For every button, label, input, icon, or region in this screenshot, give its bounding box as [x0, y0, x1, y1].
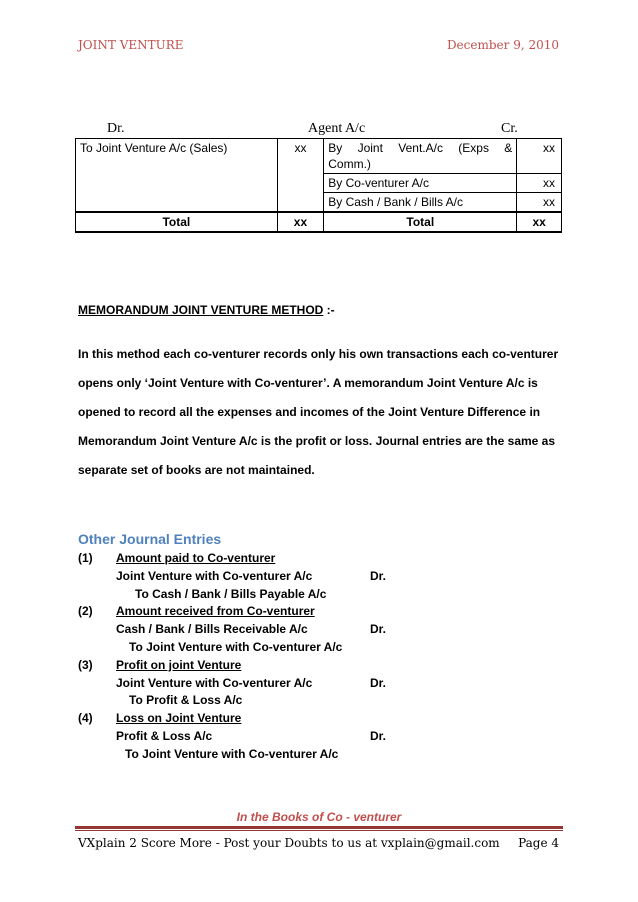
account-dr-label: Dr. [107, 121, 125, 136]
total-amount-left: xx [277, 212, 324, 232]
credit-amount: xx [517, 174, 562, 193]
entry-credit: To Joint Venture with Co-venturer A/c [129, 640, 343, 654]
entry-debit: Joint Venture with Co-venturer A/c [116, 676, 313, 690]
entry-number: (2) [78, 604, 93, 618]
total-label-left: Total [76, 212, 278, 232]
entry-title: Loss on Joint Venture [116, 711, 242, 725]
total-amount-right: xx [517, 212, 562, 232]
footer-text: VXplain 2 Score More - Post your Doubts to us at vxplain@gmail.com [78, 836, 500, 850]
entry-dr: Dr. [370, 622, 387, 636]
account-title: Agent A/c [308, 121, 366, 136]
credit-particulars [324, 139, 517, 174]
memo-line: In this method each co-venturer records only his own transactions each co-venturer [78, 347, 559, 361]
page-number: Page 4 [518, 836, 559, 850]
total-label-right: Total [324, 212, 517, 232]
table-row-total [76, 212, 562, 232]
debit-particulars: To Joint Venture A/c (Sales) [76, 139, 278, 174]
credit-particulars-cont: Comm.) [328, 157, 371, 171]
credit-amount: xx [517, 139, 562, 174]
header-date: December 9, 2010 [446, 38, 559, 52]
credit-particulars: By Co-venturer A/c [324, 174, 517, 193]
credit-word: Joint [357, 141, 383, 155]
entry-number: (4) [78, 711, 93, 725]
credit-word: Vent.A/c [398, 141, 443, 155]
entry-credit: To Profit & Loss A/c [129, 693, 243, 707]
account-cr-label: Cr. [501, 121, 518, 136]
entry-title: Amount received from Co-venturer [116, 604, 315, 618]
table-row [76, 139, 562, 174]
entry-title: Amount paid to Co-venturer [116, 551, 276, 565]
entry-credit: To Cash / Bank / Bills Payable A/c [135, 587, 327, 601]
header-title: JOINT VENTURE [78, 38, 184, 52]
credit-amount: xx [517, 193, 562, 213]
entry-number: (1) [78, 551, 93, 565]
credit-word: By [328, 141, 343, 155]
credit-word: (Exps [458, 141, 489, 155]
other-entries-title: Other Journal Entries [78, 531, 222, 547]
entry-credit: To Joint Venture with Co-venturer A/c [125, 747, 339, 761]
memo-line: Memorandum Joint Venture A/c is the profit or loss. Journal entries are the same as [78, 434, 556, 448]
memo-heading [78, 303, 335, 317]
entry-dr: Dr. [370, 729, 387, 743]
agent-account-table [75, 138, 562, 233]
footer-divider [75, 826, 563, 829]
memo-line: separate set of books are not maintained. [78, 463, 315, 477]
entry-dr: Dr. [370, 676, 387, 690]
next-section-title: In the Books of Co - venturer [236, 810, 402, 824]
table-row [76, 193, 562, 213]
credit-word: & [504, 141, 513, 155]
debit-amount: xx [277, 139, 324, 174]
entry-debit: Cash / Bank / Bills Receivable A/c [116, 622, 308, 636]
entry-debit: Profit & Loss A/c [116, 729, 213, 743]
entry-number: (3) [78, 658, 93, 672]
memo-heading-text: MEMORANDUM JOINT VENTURE METHOD [78, 303, 324, 317]
memo-line: opened to record all the expenses and incomes of the Joint Venture Difference in [78, 405, 541, 419]
entry-debit: Joint Venture with Co-venturer A/c [116, 569, 313, 583]
footer-divider-thin [75, 830, 563, 831]
entry-dr: Dr. [370, 569, 387, 583]
credit-particulars: By Cash / Bank / Bills A/c [324, 193, 517, 213]
entry-title: Profit on joint Venture [116, 658, 242, 672]
memo-line: opens only ‘Joint Venture with Co-venturer’. A memorandum Joint Venture A/c is [78, 376, 538, 390]
table-row [76, 174, 562, 193]
memo-heading-suffix: :- [323, 303, 335, 317]
